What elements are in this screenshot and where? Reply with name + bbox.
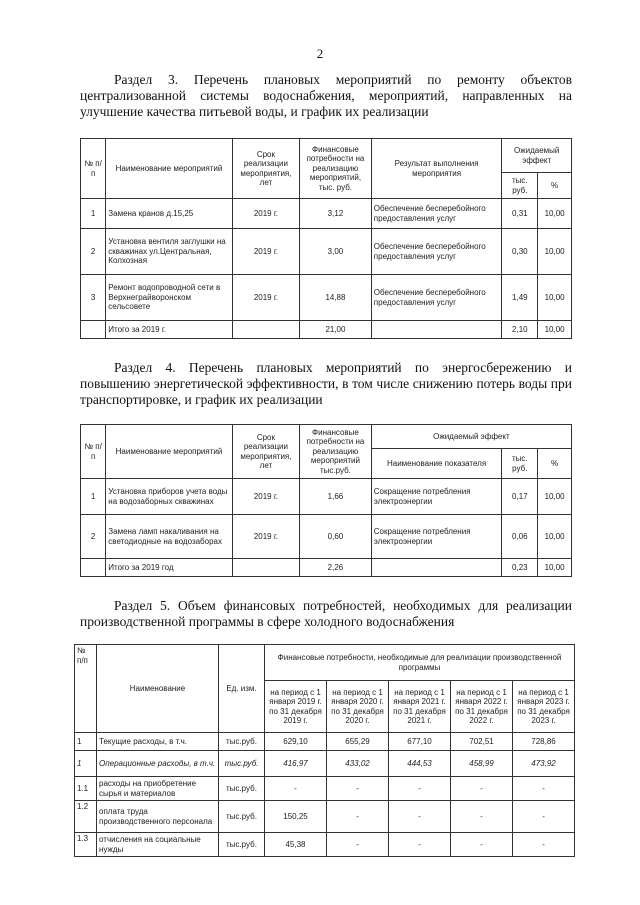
header-finance: Финансовые потребности, необходимые для реализации производственной программы [265,645,575,681]
header-thous: тыс. руб. [502,449,538,479]
table-row: 1 Операционные расходы, в т.ч. тыс.руб. 416,97 433,02 444,53 458,99 473,92 [75,751,575,777]
header-effect: Ожидаемый эффект [371,425,571,449]
section-4-title: Раздел 4. Перечень плановых мероприятий по энергосбережению и повышению энергетической эффективности, в том числе снижению потерь воды при транспортировке, и график их реализации [80,360,572,407]
header-effect: Ожидаемый эффект [502,139,572,173]
table-row: 1.1 расходы на приобретение сырья и материалов тыс.руб. - - - - - [75,777,575,801]
total-row: Итого за 2019 год 2,26 0,23 10,00 [81,559,572,577]
section-5-table [74,644,575,857]
header-period-2023: на период с 1 января 2023 г. по 31 декабря 2023 г. [513,681,575,733]
table-row: 2 Замена ламп накаливания на светодиодные на водозаборах 2019 г. 0,60 Сокращение потребления электроэнергии 0,06 10,00 [81,515,572,559]
total-row: Итого за 2019 г. 21,00 2,10 10,00 [81,321,572,339]
table-row: 3 Ремонт водопроводной сети в Верхнеграйворонском сельсовете 2019 г. 14,88 Обеспечение бесперебойного предоставления услуг 1,49 10,00 [81,275,572,321]
header-finance: Финансовые потребности на реализацию мероприятий тыс.руб. [300,425,372,479]
table-row: 1.2 оплата труда производственного персонала тыс.руб. 150,25 - - - - [75,801,575,833]
header-num: № п/п [81,425,106,479]
table-row: 1 Установка приборов учета воды на водозаборных скважинах 2019 г. 1,66 Сокращение потребления электроэнергии 0,17 10,00 [81,479,572,515]
header-pct: % [538,449,572,479]
header-finance: Финансовые потребности на реализацию мероприятий, тыс. руб. [300,139,372,199]
section-4-table [80,424,572,577]
section-5-title: Раздел 5. Объем финансовых потребностей, необходимых для реализации производственной программы в сфере холодного водоснабжения [80,598,572,629]
section-3-title: Раздел 3. Перечень плановых мероприятий по ремонту объектов централизованной системы водоснабжения, мероприятий, направленных на улучшение качества питьевой воды, и график их реализации [80,72,572,119]
header-result: Результат выполнения мероприятия [371,139,502,199]
header-unit: Ед. изм. [219,645,265,733]
table-row: 1 Текущие расходы, в т.ч. тыс.руб. 629,10 655,29 677,10 702,51 728,86 [75,733,575,751]
page-number: 2 [316,46,324,61]
header-pct: % [538,173,572,199]
header-num: № п/п [75,645,97,733]
section-3-table [80,138,572,339]
header-num: № п/п [81,139,106,199]
header-name: Наименование мероприятий [106,139,232,199]
header-period-2021: на период с 1 января 2021 г. по 31 декабря 2021 г. [389,681,451,733]
header-name: Наименование мероприятий [106,425,232,479]
header-term: Срок реализации мероприятия, лет [232,139,299,199]
header-thous: тыс. руб. [502,173,538,199]
header-period-2022: на период с 1 января 2022 г. по 31 декабря 2022 г. [451,681,513,733]
header-name: Наименование [97,645,219,733]
table-row: 1 Замена кранов д.15,25 2019 г. 3,12 Обеспечение бесперебойного предоставления услуг 0,31 10,00 [81,199,572,229]
header-indicator: Наименование показателя [371,449,502,479]
header-term: Срок реализации мероприятия, лет [232,425,299,479]
table-row: 2 Установка вентиля заглушки на скважинах ул.Центральная, Колхозная 2019 г. 3,00 Обеспечение бесперебойного предоставления услуг 0,30 10,00 [81,229,572,275]
header-period-2019: на период с 1 января 2019 г. по 31 декабря 2019 г. [265,681,327,733]
header-period-2020: на период с 1 января 2020 г. по 31 декабря 2020 г. [327,681,389,733]
table-row: 1.3 отчисления на социальные нужды тыс.руб. 45,38 - - - - [75,833,575,857]
